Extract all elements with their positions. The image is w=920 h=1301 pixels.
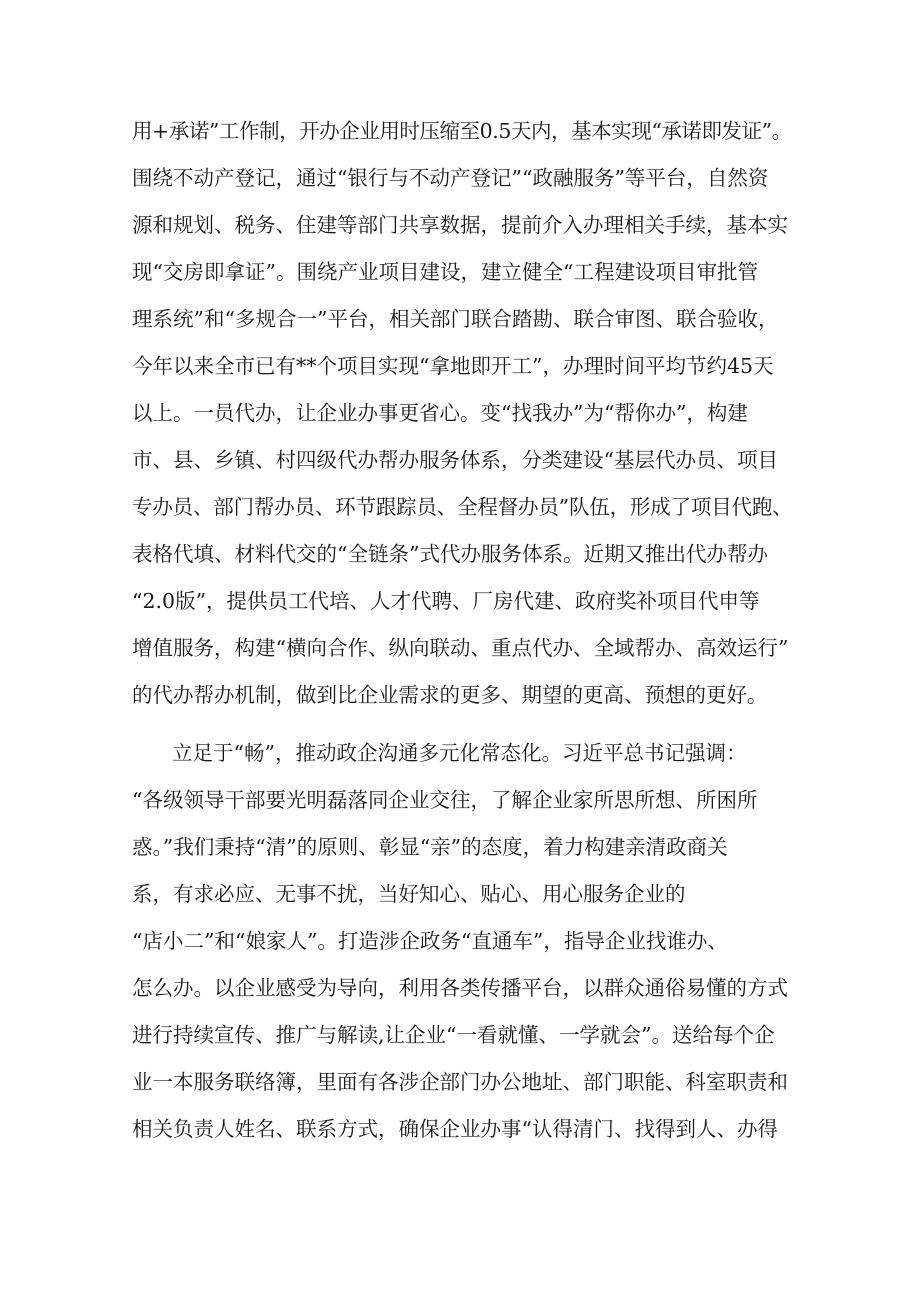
text-line: 用+承诺”工作制，开办企业用时压缩至0.5天内，基本实现“承诺即发证”。 [132, 119, 792, 143]
text-line: 的代办帮办机制，做到比企业需求的更多、期望的更高、预想的更好。 [132, 683, 768, 707]
text-line: 专办员、部门帮办员、环节跟踪员、全程督办员”队伍，形成了项目代跑、 [132, 495, 792, 519]
text-line: “店小二”和“娘家人”。打造涉企政务“直通车”，指导企业找谁办、 [132, 929, 728, 953]
text-line: 今年以来全市已有**个项目实现“拿地即开工”，办理时间平均节约45天 [132, 354, 774, 378]
text-line: 以上。一员代办，让企业办事更省心。变“找我办”为“帮你办”，构建 [132, 401, 748, 425]
text-line: 立足于“畅”，推动政企沟通多元化常态化。习近平总书记强调： [172, 741, 747, 765]
text-line: 进行持续宣传、推广与解读,让企业“一看就懂、一学就会”。送给每个企 [132, 1023, 775, 1047]
text-line: 现“交房即拿证”。围绕产业项目建设，建立健全“工程建设项目审批管 [132, 260, 758, 284]
text-line: 业一本服务联络簿，里面有各涉企部门办公地址、部门职能、科室职责和 [132, 1070, 788, 1094]
text-line: 增值服务，构建“横向合作、纵向联动、重点代办、全域帮办、高效运行” [132, 636, 789, 660]
text-line: 惑。”我们秉持“清”的原则、彰显“亲”的态度，着力构建亲清政商关 [132, 835, 728, 859]
text-line: 理系统”和“多规合一”平台，相关部门联合踏勘、联合审图、联合验收， [132, 307, 779, 331]
text-line: 表格代填、材料代交的“全链条”式代办服务体系。近期又推出代办帮办 [132, 542, 768, 566]
text-line: 相关负责人姓名、联系方式，确保企业办事“认得清门、找得到人、办得 [132, 1117, 778, 1141]
text-line: 源和规划、税务、住建等部门共享数据，提前介入办理相关手续，基本实 [132, 213, 788, 237]
text-line: 怎么办。以企业感受为导向，利用各类传播平台，以群众通俗易懂的方式 [132, 976, 788, 1000]
text-line: “各级领导干部要光明磊落同企业交往，了解企业家所思所想、所困所 [132, 788, 758, 812]
text-line: 围绕不动产登记，通过“银行与不动产登记”“政融服务”等平台，自然资 [132, 166, 769, 190]
text-line: “2.0版”，提供员工代培、人才代聘、厂房代建、政府奖补项目代申等 [132, 589, 760, 613]
text-line: 系，有求必应、无事不扰，当好知心、贴心、用心服务企业的 [132, 882, 686, 906]
text-line: 市、县、乡镇、村四级代办帮办服务体系，分类建设“基层代办员、项目 [132, 448, 778, 472]
